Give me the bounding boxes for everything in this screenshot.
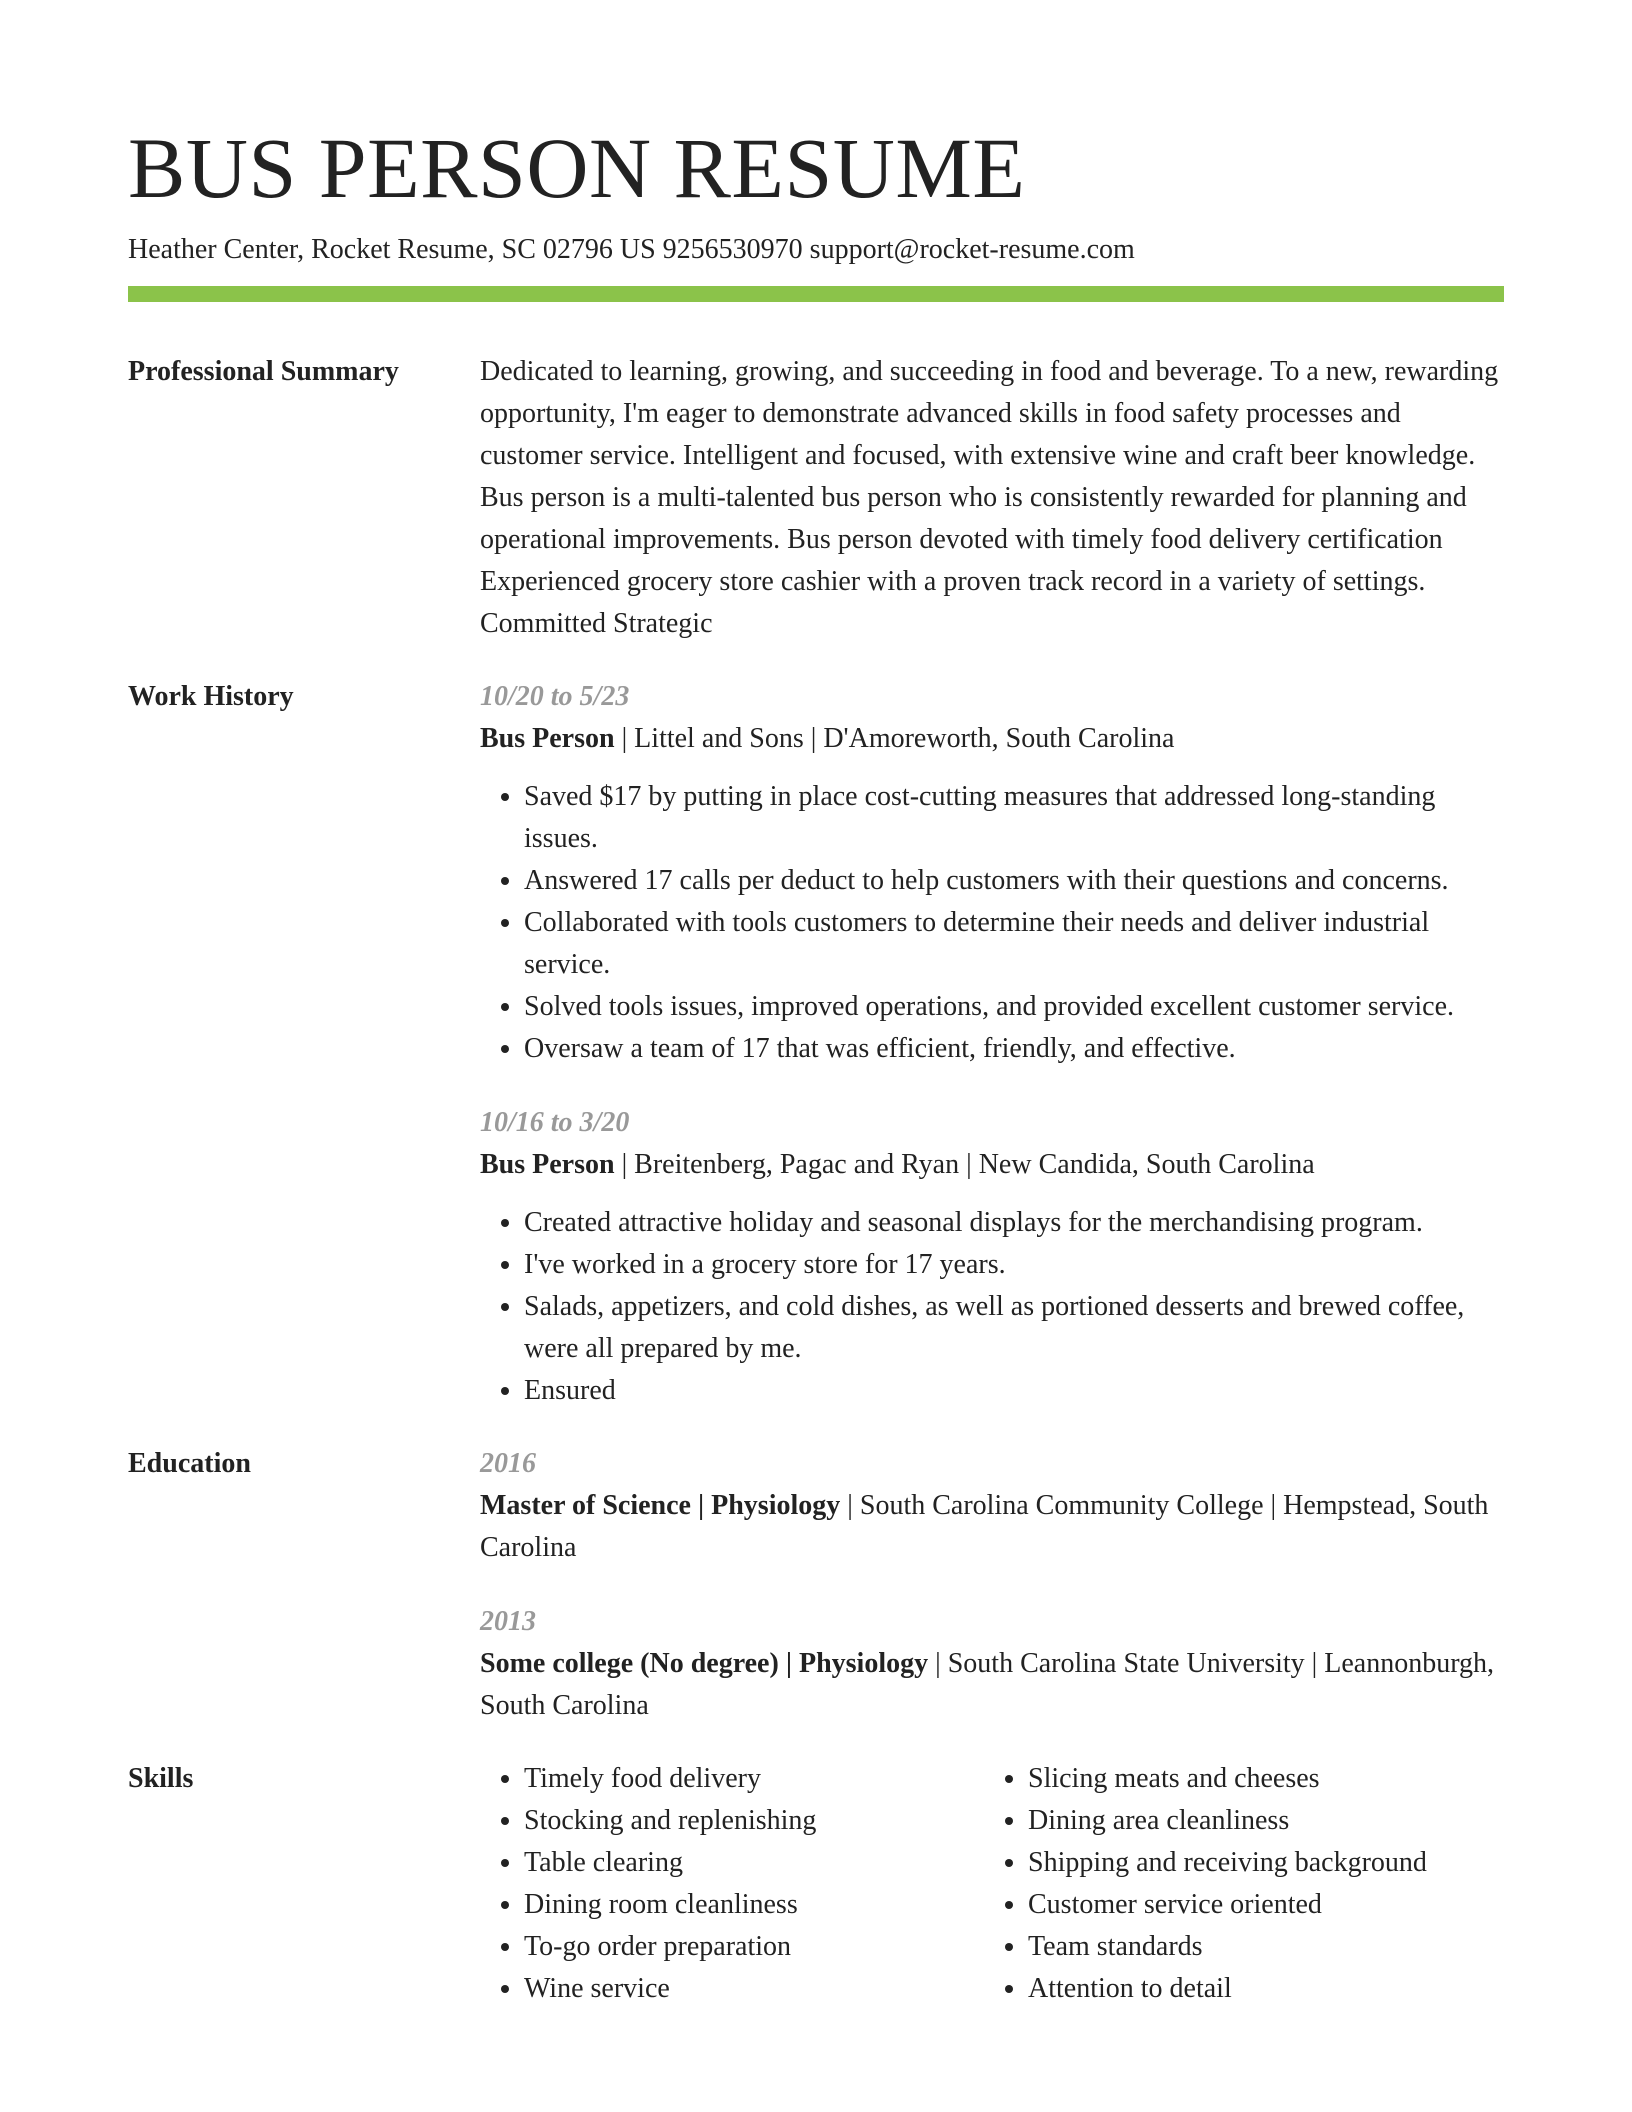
skill-item: • Attention to detail <box>1028 1968 1504 2010</box>
skill-item: • Team standards <box>1028 1926 1504 1968</box>
skill-item: • Table clearing <box>524 1842 984 1884</box>
skills-grid <box>480 1758 1504 2010</box>
summary-section <box>128 351 1504 645</box>
education-details-line <box>480 1643 1504 1727</box>
resume-title: BUS PERSON RESUME <box>128 120 1026 216</box>
job-role-line <box>480 718 1504 760</box>
summary-text: Dedicated to learning, growing, and succeeding in food and beverage. To a new, rewarding opportunity, I'm eager to demonstrate advanced skills in food safety processes and customer service. Intelligent and focused, with extensive wine and craft beer knowledge. Bus person is a multi-talented bus person who is consistently rewarded for planning and operational improvements. Bus person devoted with timely food delivery certification Experienced grocery store cashier with a proven track record in a variety of settings. Committed Strategic <box>480 356 1499 639</box>
skills-section <box>128 1758 1504 2010</box>
section-label-education: Education <box>128 1448 251 1479</box>
education-entry <box>480 1601 1504 1727</box>
skill-item: • Slicing meats and cheeses <box>1028 1758 1504 1800</box>
section-label-skills: Skills <box>128 1763 194 1794</box>
education-school-location: | South Carolina Community College | Hempstead, South Carolina <box>480 1490 1489 1563</box>
education-school-location: | South Carolina State University | Leannonburgh, South Carolina <box>480 1648 1495 1721</box>
section-label-work-history: Work History <box>128 681 294 712</box>
job-company-location: | Littel and Sons | D'Amoreworth, South Carolina <box>614 723 1175 754</box>
job-bullet: • Solved tools issues, improved operations, and provided excellent customer service. <box>524 986 1504 1028</box>
job-bullet: • Answered 17 calls per deduct to help customers with their questions and concerns. <box>524 860 1504 902</box>
job-bullet: • Created attractive holiday and seasonal displays for the merchandising program. <box>524 1202 1504 1244</box>
skill-item: • Dining room cleanliness <box>524 1884 984 1926</box>
contact-line: Heather Center, Rocket Resume, SC 02796 US 9256530970 support@rocket-resume.com <box>128 234 1135 265</box>
education-section <box>128 1443 1504 1727</box>
job-company-location: | Breitenberg, Pagac and Ryan | New Candida, South Carolina <box>614 1149 1315 1180</box>
job-bullet: • Collaborated with tools customers to determine their needs and deliver industrial service. <box>524 902 1504 986</box>
job-bullet: • Oversaw a team of 17 that was efficient, friendly, and effective. <box>524 1028 1504 1070</box>
resume-page <box>128 0 1504 2010</box>
job-dates: 10/16 to 3/20 <box>480 1107 630 1138</box>
skill-item: • To-go order preparation <box>524 1926 984 1968</box>
job-entry <box>480 1102 1504 1412</box>
skills-list-left <box>480 1758 984 2010</box>
job-bullets <box>480 776 1504 1070</box>
education-year: 2013 <box>480 1606 536 1637</box>
job-bullets <box>480 1202 1504 1412</box>
accent-divider <box>128 286 1504 302</box>
job-bullet: • Ensured <box>524 1370 1504 1412</box>
job-title: Bus Person <box>480 1149 615 1180</box>
section-label-summary: Professional Summary <box>128 356 399 387</box>
job-bullet: • Saved $17 by putting in place cost-cutting measures that addressed long-standing issues. <box>524 776 1504 860</box>
education-details-line <box>480 1485 1504 1569</box>
skill-item: • Wine service <box>524 1968 984 2010</box>
job-bullet: • I've worked in a grocery store for 17 years. <box>524 1244 1504 1286</box>
skill-item: • Dining area cleanliness <box>1028 1800 1504 1842</box>
skills-list-right <box>984 1758 1504 2010</box>
skill-item: • Customer service oriented <box>1028 1884 1504 1926</box>
education-degree: Master of Science | Physiology <box>480 1490 841 1521</box>
education-entry <box>480 1443 1504 1569</box>
work-history-section <box>128 676 1504 1412</box>
skill-item: • Timely food delivery <box>524 1758 984 1800</box>
job-dates: 10/20 to 5/23 <box>480 681 630 712</box>
job-title: Bus Person <box>480 723 615 754</box>
job-entry <box>480 676 1504 1070</box>
job-bullet: • Salads, appetizers, and cold dishes, as well as portioned desserts and brewed coffee, were all prepared by me. <box>524 1286 1504 1370</box>
skill-item: • Shipping and receiving background <box>1028 1842 1504 1884</box>
skill-item: • Stocking and replenishing <box>524 1800 984 1842</box>
education-year: 2016 <box>480 1448 536 1479</box>
education-degree: Some college (No degree) | Physiology <box>480 1648 929 1679</box>
job-role-line <box>480 1144 1504 1186</box>
